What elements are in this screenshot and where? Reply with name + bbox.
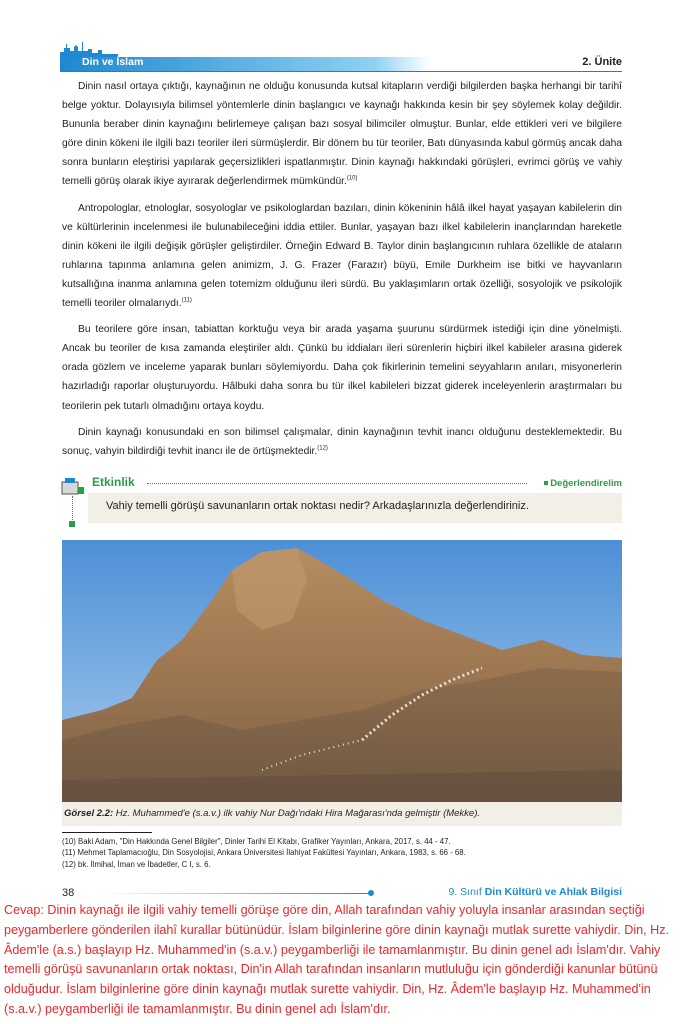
footnote: (11) Mehmet Taplamacıoğlu, Din Sosyolojisi, Ankara Üniversitesi İlahiyat Fakültesi Yayınları, Ankara, 1983, s. 66 - 68. [62,848,466,858]
skyline-icon [58,38,118,58]
paragraph [62,320,622,415]
activity-vertical-line [72,496,73,524]
page-number: 38 [62,887,75,899]
paragraph-text: Dinin nasıl ortaya çıktığı, kaynağının ne olduğu konusunda kutsal kitapların verdiği bilgilerden başka herhangi bir tarihî belge yoktur. Dolayısıyla bilimsel yöntemlerle dinin başlangıcı ve kaynağı hakkında kesin bir şey söylemek kolay değildir. Bununla beraber dinin kaynağını belirlemeye çalışan bazı sosyal bilimciler olmuştur. Bunlar, elde ettikleri veri ve bilgilere göre dinin kökeni ile ilgili bazı teoriler ileri sürmüşlerdir. Bir dönem bu tür teoriler, Batı dünyasında kabul görmüş ancak daha sonra bunların eleştirisi yapılarak geçersizlikleri ispatlanmıştır. Dinin kaynağı hakkındaki görüşleri, evrimci görüş ve vahiy temelli görüş olarak ikiye ayırarak değerlendirmek mümkündür. [62,81,622,188]
paragraph [62,423,622,461]
figure-caption [64,808,480,819]
unit-label: 2. Ünite [582,56,622,68]
activity-icon [60,476,86,496]
footer-book-title: Din Kültürü ve Ahlak Bilgisi [484,886,622,898]
activity-tag-text: Değerlendirelim [550,478,622,489]
footer-line [100,893,370,894]
footnote-ref: (12) [317,445,328,452]
footnote: (12) bk. İlmihal, İman ve İbadetler, C I, s. 6. [62,859,211,869]
activity-question: Vahiy temelli görüşü savunanların ortak noktası nedir? Arkadaşlarınızla değerlendiriniz. [106,500,529,512]
header-divider [60,71,622,72]
activity-label: Etkinlik [92,475,135,489]
activity-marker [69,521,75,527]
body-text [62,77,622,468]
answer-text: Cevap: Dinin kaynağı ile ilgili vahiy temelli görüşe göre din, Allah tarafından vahiy yoluyla insanlar arasından seçtiği peygamberlere gönderilen ilahî kurallar bütünüdür. İslam bilginlerine göre dinin kaynağı mutlak surette vahiydir. Din, Hz. Âdem'le (a.s.) başlayıp Hz. Muhammed'in (s.a.v.) peygamberliği ile tamamlanmıştır. Bu dinin genel adı İslam'dır. Vahiy temelli görüşü savunanların ortak noktası, Din'in Allah tarafından insanların mutluluğu için gönderdiği kanunlar bütünü olduğudur. İslam bilginlerine göre dinin kaynağı mutlak surette vahiydir. Din, Hz. Âdem'le başlayıp Hz. Muhammed'in (s.a.v.) peygamberliği ile tamamlanmıştır. Bu dinin genel adı İslam'dır. [4,903,670,1016]
mountain-photo [62,540,622,802]
figure-number: Görsel 2.2: [64,808,114,819]
paragraph [62,199,622,314]
footnote-ref: (10) [346,176,358,183]
paragraph-text: Bu teorilere göre insan, tabiattan korktuğu veya bir arada yaşama şuurunu sürdürmek istediği için dine yönelmişti. Ancak bu teoriler de kısa zamanda eleştiriler aldı. Çünkü bu iddiaları ileri sürenlerin hiçbiri ilkel kabileler arasına giderek orada gözlem ve inceleme yaparak bunları söylemiyordu. Daha çok fikirlerinin temelini seyyahların anıları, misyonerlerin hazırladığı raporlar oluşturuyordu. Hâlbuki daha sonra bu tür ilkel kabileleri bizzat giderek inceleyenlerin araştırmaları bu teorilerin pek tutarlı olmadığını ortaya koydu. [62,324,622,412]
footnotes [62,836,466,870]
footnote-ref: (11) [181,297,192,304]
footer-grade: 9. Sınıf [448,886,482,898]
paragraph-text: Antropologlar, etnologlar, sosyologlar ve psikologlardan bazıları, dinin kökeninin hâlâ ilkel hayat yaşayan kabilelerin din ve kültürlerinin incelenmesi ile bulunabileceğini iddia ettiler. Bunlar, yaşayan bazı ilkel kabilelerin inançlarından hareketle dinin kökeni ile ilgili değişik görüşler geliştirdiler. Örneğin Edward B. Taylor dinin başlangıcının ruhlara özellikle de ataların ruhlarına tapınma anlamına gelen animizm, J. G. Frazer (Farazır) büyü, Emile Durkheim ise bitki ve hayvanların kutsallığına inanma anlamına gelen totemizm olduğunu ileri sürdü. Bu yaklaşımların ortak özelliği, sosyolojik ve psikolojik temelli teoriler olmalarıydı. [62,202,622,310]
footer-title [449,886,623,898]
section-title: Din ve İslam [82,56,144,68]
footer-dot [368,890,374,896]
paragraph [62,77,622,192]
footnote: (10) Baki Adam, "Din Hakkında Genel Bilgiler", Dinler Tarihi El Kitabı, Grafiker Yayınları, Ankara, 2017, s. 44 - 47. [62,837,451,846]
activity-tag [544,478,622,489]
figure-caption-text: Hz. Muhammed'e (s.a.v.) ilk vahiy Nur Dağı'ndaki Hira Mağarası'nda gelmiştir (Mekke). [115,808,481,819]
footnote-divider [62,832,152,833]
tag-square-icon [544,481,548,485]
paragraph-text: Dinin kaynağı konusundaki en son bilimsel çalışmalar, dinin kaynağının tevhit inancı olduğunu desteklemektedir. Bu sonuç, vahyin bildirdiği tevhit inancı ile de örtüşmektedir. [62,426,622,457]
activity-dotted-line [147,483,527,484]
